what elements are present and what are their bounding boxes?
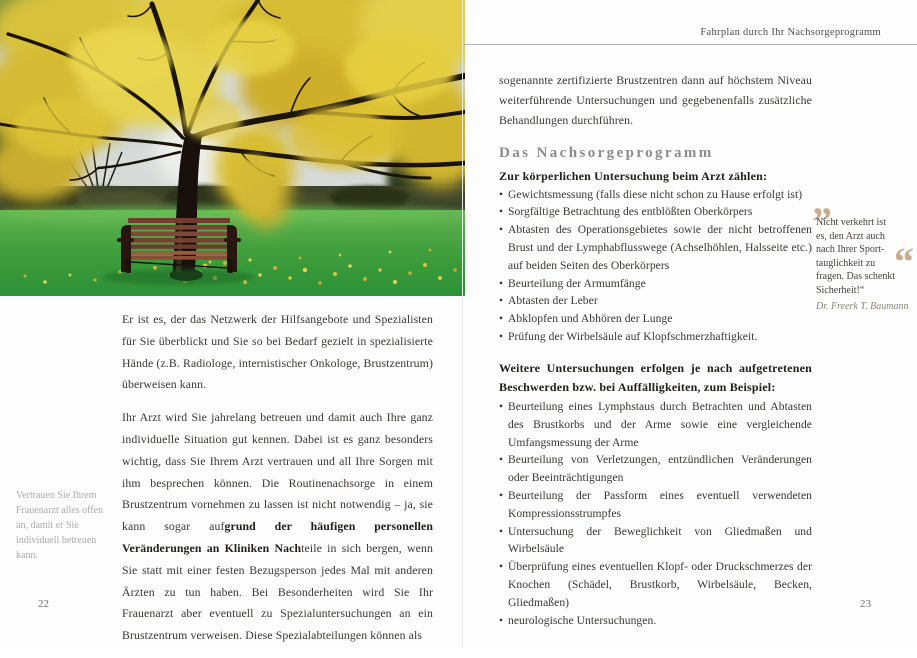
bullet-item: • Untersuchung der Beweglichkeit von Gliedmaßen und Wirbelsäule	[499, 523, 812, 559]
bullet-item: • Überprüfung eines eventuellen Klopf- oder Druckschmerzes der Knochen (Schädel, Brustkorb, Wirbelsäule, Becken, Gliedmaßen)	[499, 558, 812, 611]
bullet-item: • Sorgfältige Betrachtung des entblößten Oberkörpers	[499, 203, 812, 221]
paragraph	[122, 407, 433, 647]
examination-list	[499, 186, 812, 346]
quote-text	[816, 216, 912, 298]
quote-line: Sicherheit!“	[816, 284, 865, 296]
quote-close-icon: “	[894, 239, 914, 284]
bullet-item: • Abtasten der Leber	[499, 292, 812, 310]
paragraph: sogenannte zertifizierte Brustzentren dann auf höchstem Niveau weiterführende Untersuchungen und gegebenenfalls zusätzliche Behandlungen durchführen.	[499, 73, 812, 128]
quote-open-icon: ”	[812, 199, 832, 244]
list-heading: Zur körperlichen Untersuchung beim Arzt zählen:	[499, 168, 768, 183]
quote-attribution: Dr. Freerk T. Baumann	[816, 300, 909, 312]
page-gutter	[462, 0, 463, 648]
bullet-item: • Prüfung der Wirbelsäule auf Klopfschmerzhaftigkeit.	[499, 328, 812, 346]
page-number-right: 23	[860, 598, 871, 610]
further-examination-list	[499, 398, 812, 629]
paragraph-text: teile in sich bergen, wenn Sie statt mit einer festen Bezugsperson jedes Mal mit anderen Ärzten zu tun haben. Bei Besonderheiten wird Sie Ihr Frauenarzt aber eventuell zu Spezialuntersuchungen an ein Brustzentrum verweisen. Diese Spezialabteilungen können als	[122, 540, 433, 643]
list-heading: Weitere Untersuchungen erfolgen je nach aufgetretenen Beschwerden bzw. bei Auffälligkeiten, zum Beispiel:	[499, 360, 812, 395]
autumn-tree-photo	[0, 0, 465, 296]
section-title: Das Nachsorgeprogramm	[499, 144, 714, 161]
quote-line: Nicht verkehrt ist	[816, 217, 886, 228]
header-rule	[463, 44, 917, 45]
quote-line: tauglichkeit zu	[816, 257, 876, 269]
pull-quote	[812, 199, 914, 313]
running-head: Fahrplan durch Ihr Nachsorgeprogramm	[700, 27, 881, 38]
bullet-item: • Beurteilung der Passform eines eventuell verwendeten Kompressionsstrumpfes	[499, 487, 812, 523]
bullet-item: • Gewichtsmessung (falls diese nicht schon zu Hause erfolgt ist)	[499, 186, 812, 204]
left-page-body	[122, 309, 433, 658]
bullet-item: • Abtasten des Operationsgebietes sowie der nicht betroffenen Brust und der Lymphabflusswege (Achselhöhlen, Halsseite etc.) auf beiden Seiten des Oberkörpers	[499, 221, 812, 274]
bullet-item: • neurologische Untersuchungen.	[499, 612, 812, 630]
quote-line: nach Ihrer Sport-	[816, 244, 885, 256]
photo-bench	[102, 218, 254, 285]
right-page-body	[499, 70, 812, 629]
quote-line: fragen. Das schenkt	[816, 271, 896, 283]
paragraph-text: Ihr Arzt wird Sie jahrelang betreuen und damit auch Ihre ganz individuelle Situation gut kennen. Dabei ist es ganz besonders wichtig, dass Sie Ihrem Arzt vertrauen und all Ihre Sorgen mit ihm besprechen können. Die Routinenachsorge in einem Brustzentrum vornehmen zu lassen ist nicht notwendig – ja, sie kann sogar auf	[122, 410, 433, 534]
bullet-item: • Beurteilung der Armumfänge	[499, 275, 812, 293]
paragraph: Er ist es, der das Netzwerk der Hilfsangebote und Spezialisten für Sie überblickt und Sie so bei Bedarf gezielt in spezialisierte Hände (z.B. Radiologe, internistischer Onkologe, Brustzentrum) überweisen kann.	[122, 312, 433, 392]
page-number-left: 22	[38, 598, 49, 610]
bullet-item: • Beurteilung von Verletzungen, entzündlichen Veränderungen oder Beeinträchtigungen	[499, 451, 812, 487]
bullet-item: • Beurteilung eines Lymphstaus durch Betrachten und Abtasten des Brustkorbs und der Arme sowie eine vergleichende Umfangsmessung der Arme	[499, 398, 812, 451]
paragraph-bold-text: grund der häufigen personellen Veränderungen an Kliniken Nach	[122, 519, 433, 555]
margin-note: Vertrauen Sie Ihrem Frauenarzt alles offen an, damit er Sie individuell betreuen kann.	[16, 490, 103, 561]
quote-line: es, den Arzt auch	[816, 230, 885, 242]
bullet-item: • Abklopfen und Abhören der Lunge	[499, 310, 812, 328]
